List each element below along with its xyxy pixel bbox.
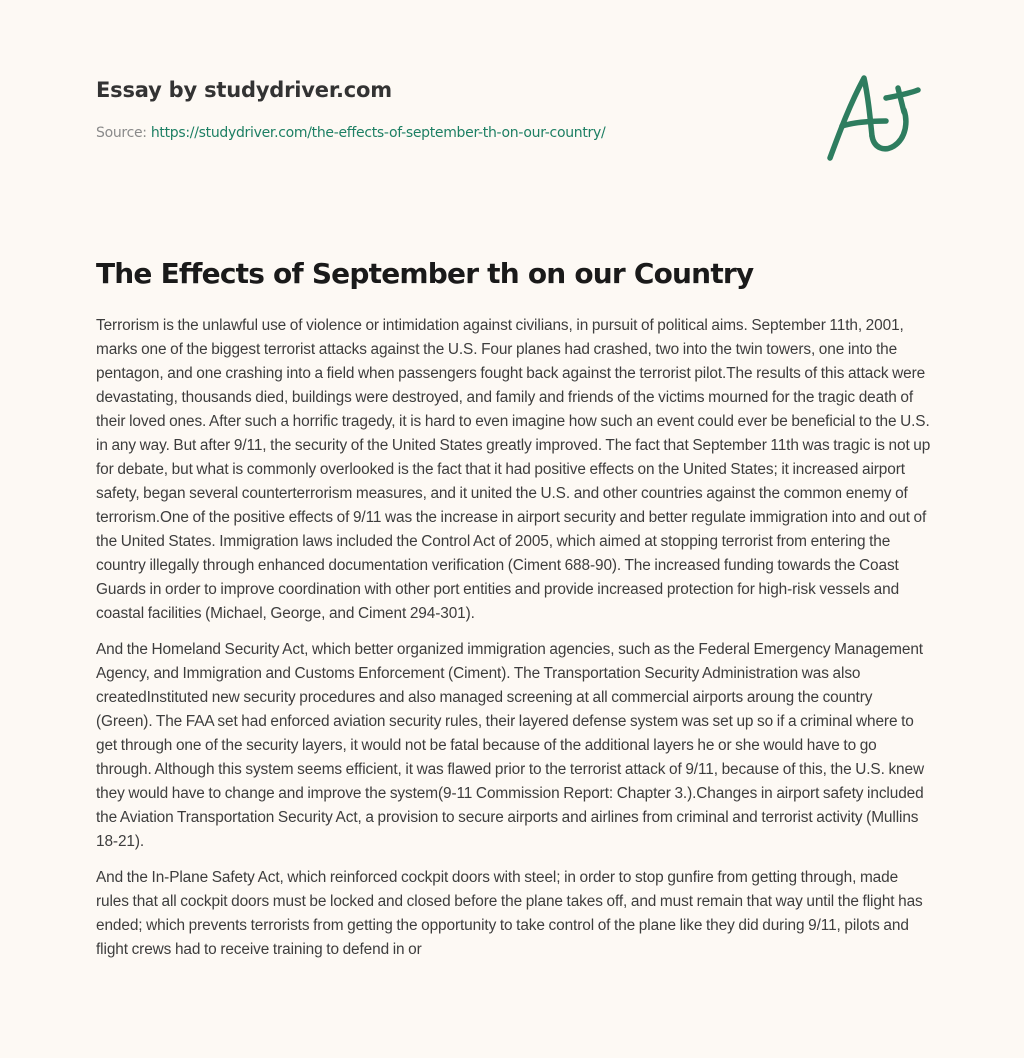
essay-paragraph: And the Homeland Security Act, which better organized immigration agencies, such as the Federal Emergency Management Agency, and Immigration and Customs Enforcement (Ciment). The Transportation Security Administration was also createdInstituted new security procedures and also managed screening at all commercial airports aroung the country (Green). The FAA set had enforced aviation security rules, their layered defense system was set up so if a criminal where to get through one of the security layers, it would not be fatal because of the additional layers he or she would have to go through. Although this system seems efficient, it was flawed prior to the terrorist attack of 9/11, because of this, the U.S. knew they would have to change and improve the system(9-11 Commission Report: Chapter 3.).Changes in airport safety included the Aviation Transportation Security Act, a provision to secure airports and airlines from criminal and terrorist activity (Mullins 18-21). xyxy=(96,641,924,850)
brand-title: Essay by studydriver.com xyxy=(96,78,392,102)
a-plus-grade-icon xyxy=(820,66,930,166)
source-label: Source: xyxy=(96,125,151,141)
page-header xyxy=(96,76,796,143)
source-link[interactable]: https://studydriver.com/the-effects-of-september-th-on-our-country/ xyxy=(150,125,606,141)
essay-paragraph: And the In-Plane Safety Act, which reinforced cockpit doors with steel; in order to stop gunfire from getting through, made rules that all cockpit doors must be locked and closed before the plane takes off, and must remain that way until the flight has ended; which prevents terrorists from getting the opportunity to take control of the plane like they did during 9/11, pilots and flight crews had to receive training to defend in or xyxy=(96,869,923,958)
source-line xyxy=(96,123,796,143)
essay-title: The Effects of September th on our Country xyxy=(96,257,754,290)
essay-paragraph: Terrorism is the unlawful use of violence or intimidation against civilians, in pursuit of political aims. September 11th, 2001, marks one of the biggest terrorist attacks against the U.S. Four planes had crashed, two into the twin towers, one into the pentagon, and one crashing into a field when passengers fought back against the terrorist pilot.The results of this attack were devastating, thousands died, buildings were destroyed, and family and friends of the victims mourned for the tragic death of their loved ones. After such a horrific tragedy, it is hard to even imagine how such an event could ever be beneficial to the U.S. in any way. But after 9/11, the security of the United States greatly improved. The fact that September 11th was tragic is not up for debate, but what is commonly overlooked is the fact that it had positive effects on the United States; it increased airport safety, began several counterterrorism measures, and it united the U.S. and other countries against the common enemy of terrorism.One of the positive effects of 9/11 was the increase in airport security and better regulate immigration into and out of the United States. Immigration laws included the Control Act of 2005, which aimed at stopping terrorist from entering the country illegally through enhanced documentation verification (Ciment 688-90). The increased funding towards the Coast Guards in order to improve coordination with other port entities and provide increased protection for high-risk vessels and coastal facilities (Michael, George, and Ciment 294-301). xyxy=(96,317,931,622)
essay-body xyxy=(96,314,932,974)
